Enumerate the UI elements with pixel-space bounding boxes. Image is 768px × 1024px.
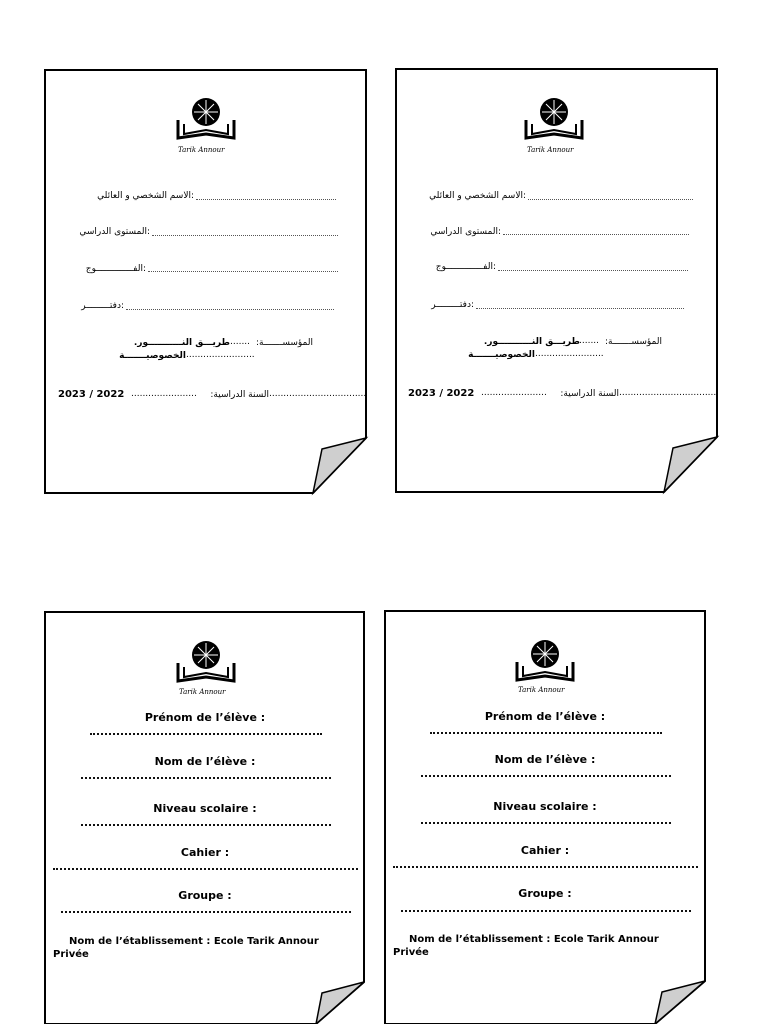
notebook-label: :دفتـــــــــر — [431, 300, 474, 310]
school-name-line2: الخصوصيـــــــة — [119, 351, 186, 361]
logo-text: Tarik Annour — [179, 688, 226, 696]
level-label: :المستوى الدراسي — [430, 227, 501, 237]
school-line1: Nom de l’établissement : Ecole Tarik Annour — [409, 934, 659, 945]
logo-icon — [509, 636, 581, 692]
level-label: Niveau scolaire : — [493, 800, 597, 813]
school-line1: Nom de l’établissement : Ecole Tarik Annour — [69, 936, 319, 947]
year-label: السنة الدراسية: — [210, 390, 269, 400]
school-label: المؤسســـــــة: — [256, 338, 313, 348]
school-line2: Privée — [393, 947, 429, 958]
first-name-label: Prénom de l’élève : — [484, 710, 606, 723]
school-line2: Privée — [53, 949, 89, 960]
year-dots-left: ....................... — [131, 389, 197, 399]
logo-text: Tarik Annour — [178, 146, 225, 154]
school-dots: ....... — [230, 337, 251, 347]
level-dots — [421, 822, 671, 824]
group-label: :الفــــــــــــــوج — [85, 264, 146, 274]
school-name-dots: ........................ — [186, 350, 255, 360]
group-dots — [401, 910, 691, 912]
last-name-dots — [421, 775, 671, 777]
level-label: Niveau scolaire : — [153, 802, 257, 815]
group-label: :الفــــــــــــــوج — [435, 262, 496, 272]
group-label: Groupe : — [518, 887, 572, 900]
group-label: Groupe : — [178, 889, 232, 902]
first-name-dots — [430, 732, 662, 734]
year-dots-left: ....................... — [481, 388, 547, 398]
school-name-dots: ........................ — [535, 349, 604, 359]
last-name-label: Nom de l’élève : — [154, 755, 256, 768]
level-label: :المستوى الدراسي — [79, 227, 150, 237]
name-label: :الاسم الشخصي و العائلي — [429, 191, 526, 201]
logo-text: Tarik Annour — [527, 146, 574, 154]
year-value: 2023 / 2022 — [408, 388, 475, 399]
school-name-line2: الخصوصيـــــــة — [468, 350, 535, 360]
year-label: السنة الدراسية: — [560, 389, 619, 399]
school-name-line1: طريـــق النـــــــــــور. — [483, 337, 580, 347]
logo-text: Tarik Annour — [518, 686, 565, 694]
notebook-dots — [393, 866, 698, 868]
notebook-label: Cahier : — [520, 844, 570, 857]
year-dots-right: .................................. — [269, 389, 367, 399]
name-label: :الاسم الشخصي و العائلي — [97, 191, 194, 201]
year-value: 2023 / 2022 — [58, 389, 125, 400]
last-name-label: Nom de l’élève : — [494, 753, 596, 766]
first-name-label: Prénom de l’élève : — [144, 711, 266, 724]
school-dots: ....... — [579, 336, 600, 346]
school-label: المؤسســـــــة: — [605, 337, 662, 347]
school-name-line1: طريـــق النـــــــــــور. — [133, 338, 230, 348]
notebook-label: Cahier : — [180, 846, 230, 859]
notebook-label: :دفتـــــــــر — [81, 301, 124, 311]
year-dots-right: .................................. — [619, 388, 717, 398]
